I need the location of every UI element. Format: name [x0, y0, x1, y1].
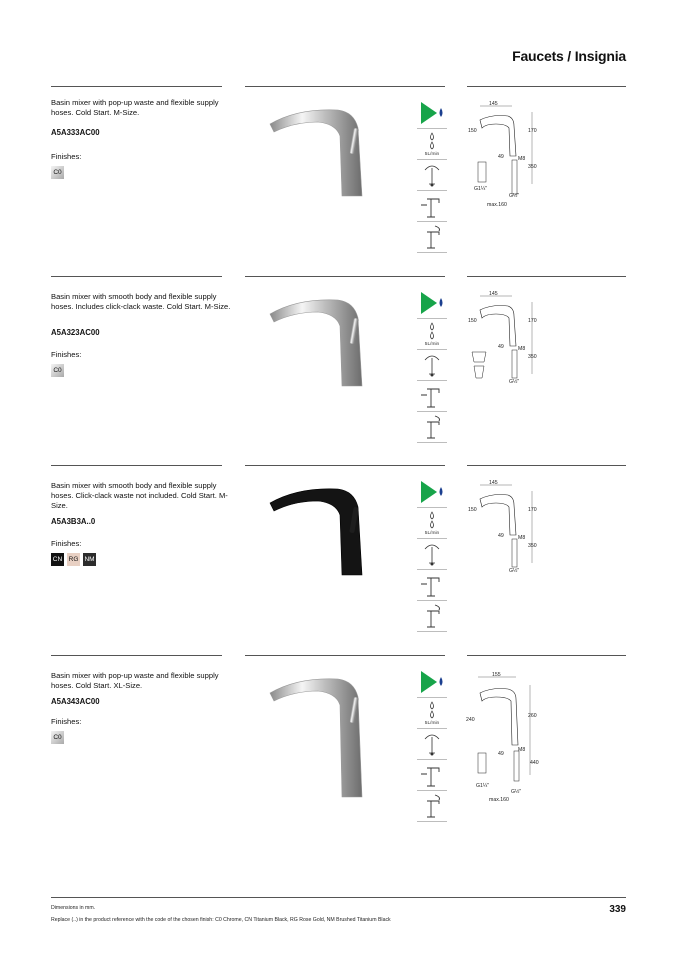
pop-up-waste-icon — [417, 760, 447, 791]
divider — [51, 86, 222, 87]
divider — [467, 655, 626, 656]
technical-drawing — [462, 96, 552, 216]
divider — [467, 465, 626, 466]
product-description: Basin mixer with pop-up waste and flexible supply hoses. Cold Start. XL-Size. — [51, 671, 219, 690]
dim-height: 170 — [528, 128, 537, 134]
footer-note-finishes: Replace (..) in the product reference with the code of the chosen finish: C0 Chrome, CN Titanium Black, RG Rose Gold, NM Brushed Titanium Black — [51, 917, 391, 923]
dim-max: max.160 — [487, 202, 507, 208]
footer-note-dimensions: Dimensions in mm. — [51, 905, 96, 911]
flow-rate-label: 5L/min — [424, 721, 440, 726]
product-section — [0, 655, 677, 885]
dim-inlet: G½" — [509, 193, 520, 199]
feature-icons — [417, 288, 447, 443]
flow-rate-icon — [417, 129, 447, 160]
pop-up-waste-icon — [417, 191, 447, 222]
flow-rate-icon — [417, 508, 447, 539]
dim-height: 170 — [528, 507, 537, 513]
dim-thread: M8 — [518, 156, 526, 162]
finish-swatch: NM — [83, 553, 96, 566]
temperature-limiter-icon — [417, 160, 447, 191]
faucet-image — [258, 98, 398, 208]
flow-rate-icon — [417, 319, 447, 350]
technical-drawing — [462, 665, 552, 805]
product-code: A5A343AC00 — [51, 697, 100, 706]
feature-icons — [417, 477, 447, 632]
faucet-image — [258, 477, 398, 587]
finish-swatches — [51, 553, 96, 566]
dim-spout: 150 — [468, 318, 477, 324]
product-description: Basin mixer with pop-up waste and flexible supply hoses. Cold Start. M-Size. — [51, 98, 219, 117]
lever-rotation-icon — [417, 412, 447, 443]
flow-rate-label: 5L/min — [424, 531, 440, 536]
flow-rate-label: 5L/min — [424, 152, 440, 157]
finish-swatch: C0 — [51, 364, 64, 377]
divider — [467, 86, 626, 87]
dim-depth: 49 — [498, 751, 504, 757]
dim-width: 145 — [489, 480, 498, 486]
feature-icons — [417, 667, 447, 822]
temperature-limiter-icon — [417, 539, 447, 570]
dim-waste: G1¼" — [474, 186, 488, 192]
dim-width: 145 — [489, 101, 498, 107]
divider — [245, 276, 445, 277]
dim-depth: 49 — [498, 154, 504, 160]
divider — [51, 655, 222, 656]
divider — [245, 86, 445, 87]
dim-spout: 150 — [468, 507, 477, 513]
finish-swatch: C0 — [51, 166, 64, 179]
technical-drawing — [462, 475, 552, 595]
finish-swatch: CN — [51, 553, 64, 566]
product-section — [0, 276, 677, 466]
dim-spout: 150 — [468, 128, 477, 134]
dim-depth: 49 — [498, 533, 504, 539]
product-code: A5A333AC00 — [51, 128, 100, 137]
finish-swatches — [51, 364, 64, 377]
dim-max: max.160 — [489, 797, 509, 803]
product-code: A5A323AC00 — [51, 328, 100, 337]
divider — [245, 465, 445, 466]
finish-swatch: RG — [67, 553, 80, 566]
dim-spout: 240 — [466, 717, 475, 723]
lever-rotation-icon — [417, 601, 447, 632]
finishes-label: Finishes: — [51, 152, 82, 161]
dim-height: 260 — [528, 713, 537, 719]
finishes-label: Finishes: — [51, 717, 82, 726]
dim-inlet: G½" — [509, 568, 520, 574]
dim-hose: 350 — [528, 164, 537, 170]
temperature-limiter-icon — [417, 729, 447, 760]
dim-width: 145 — [489, 291, 498, 297]
product-section — [0, 465, 677, 655]
footer-divider — [51, 897, 626, 898]
finish-swatches — [51, 166, 64, 179]
product-code: A5A3B3A..0 — [51, 517, 96, 526]
dim-depth: 49 — [498, 344, 504, 350]
pop-up-waste-icon — [417, 570, 447, 601]
dim-inlet: G½" — [509, 379, 520, 385]
product-description: Basin mixer with smooth body and flexible supply hoses. Click-clack waste not included. Cold Start. M-Size. — [51, 481, 228, 510]
finish-swatches — [51, 731, 64, 744]
faucet-image — [258, 667, 398, 807]
finish-swatch: C0 — [51, 731, 64, 744]
dim-height: 170 — [528, 318, 537, 324]
page-number: 339 — [609, 904, 626, 915]
flow-rate-icon — [417, 698, 447, 729]
divider — [51, 465, 222, 466]
product-description: Basin mixer with smooth body and flexible supply hoses. Includes click-clack waste. Cold Start. M-Size. — [51, 292, 231, 311]
cold-start-icon — [417, 477, 447, 508]
lever-rotation-icon — [417, 222, 447, 253]
cold-start-icon — [417, 98, 447, 129]
feature-icons — [417, 98, 447, 253]
product-section — [0, 86, 677, 276]
dim-inlet: G½" — [511, 789, 522, 795]
finishes-label: Finishes: — [51, 350, 82, 359]
technical-drawing — [462, 286, 552, 406]
divider — [245, 655, 445, 656]
cold-start-icon — [417, 667, 447, 698]
divider — [467, 276, 626, 277]
dim-hose: 350 — [528, 543, 537, 549]
dim-thread: M8 — [518, 535, 526, 541]
lever-rotation-icon — [417, 791, 447, 822]
page-title: Faucets / Insignia — [512, 48, 626, 64]
cold-start-icon — [417, 288, 447, 319]
flow-rate-label: 5L/min — [424, 342, 440, 347]
divider — [51, 276, 222, 277]
temperature-limiter-icon — [417, 350, 447, 381]
faucet-image — [258, 288, 398, 398]
dim-hose: 350 — [528, 354, 537, 360]
finishes-label: Finishes: — [51, 539, 82, 548]
dim-width: 155 — [492, 672, 501, 678]
dim-thread: M8 — [518, 747, 526, 753]
dim-thread: M8 — [518, 346, 526, 352]
pop-up-waste-icon — [417, 381, 447, 412]
dim-waste: G1¼" — [476, 783, 490, 789]
dim-hose: 440 — [530, 760, 539, 766]
